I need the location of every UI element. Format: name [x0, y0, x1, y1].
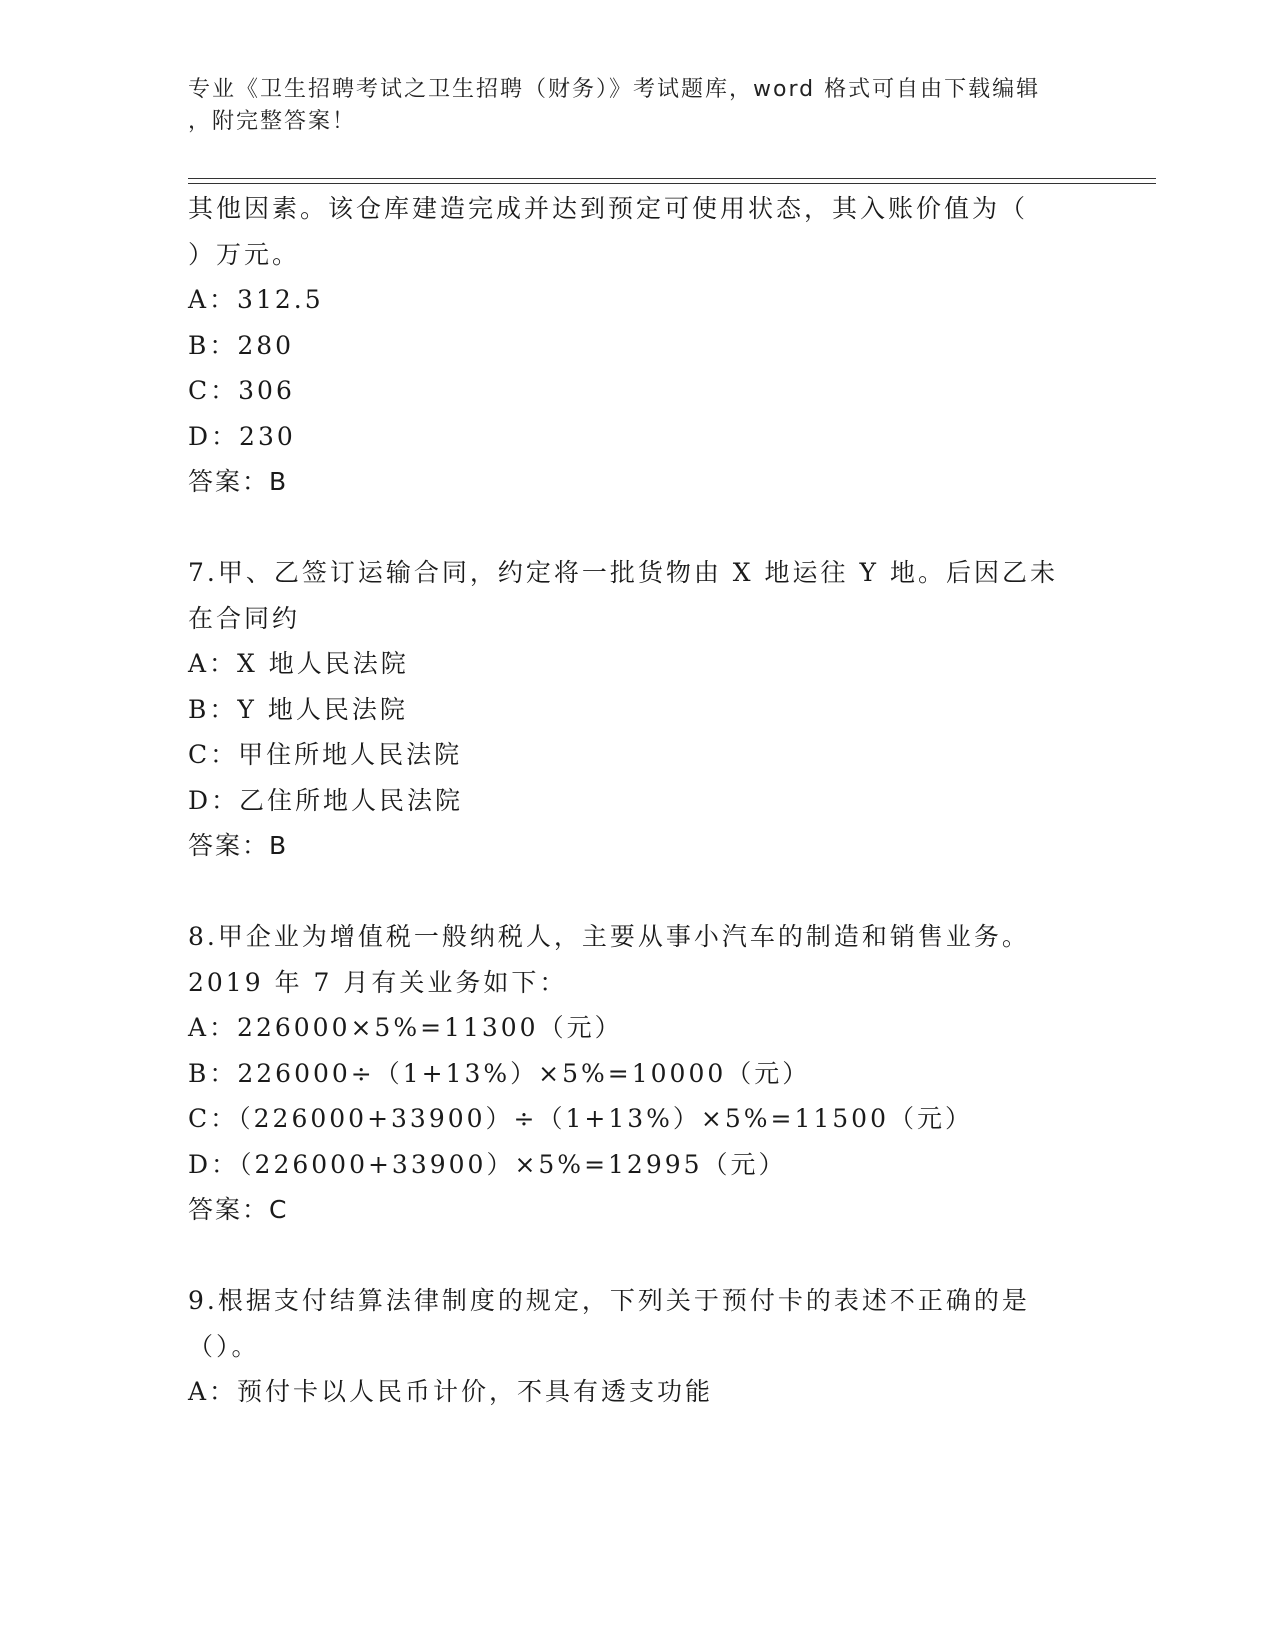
- option-d: D：乙住所地人民法院: [188, 785, 464, 815]
- header-divider-bottom: [188, 183, 1156, 184]
- question-text: 8.甲企业为增值税一般纳税人，主要从事小汽车的制造和销售业务。: [188, 922, 1030, 951]
- spacer: [188, 505, 1088, 551]
- answer-line: 答案：B: [188, 467, 289, 496]
- question-text: 2019 年 7 月有关业务如下：: [188, 967, 568, 997]
- option-a: A：312.5: [188, 285, 324, 314]
- question-text: 7.甲、乙签订运输合同，约定将一批货物由 X 地运往 Y 地。后因乙未: [188, 558, 1058, 587]
- question-text: （）。: [188, 1331, 260, 1361]
- question-text: 9.根据支付结算法律制度的规定，下列关于预付卡的表述不正确的是: [188, 1286, 1030, 1315]
- question-9: [188, 1278, 1088, 1415]
- question-8: [188, 914, 1088, 1233]
- option-b: B：226000÷（1+13%）×5%=10000（元）: [188, 1058, 811, 1088]
- header-title-line2: ，附完整答案！: [188, 109, 357, 134]
- question-content: [188, 186, 1088, 1415]
- option-d: D：230: [188, 421, 296, 451]
- option-c: C：（226000+33900）÷（1+13%）×5%=11500（元）: [188, 1104, 973, 1133]
- question-6: [188, 186, 1088, 505]
- spacer: [188, 869, 1088, 915]
- option-c: C：306: [188, 376, 295, 405]
- question-text: ）万元。: [188, 239, 301, 269]
- question-7: [188, 550, 1088, 869]
- answer-line: 答案：C: [188, 1195, 289, 1224]
- spacer: [188, 1233, 1088, 1279]
- document-header: [188, 74, 1068, 138]
- option-d: D：（226000+33900）×5%=12995（元）: [188, 1149, 787, 1179]
- option-c: C：甲住所地人民法院: [188, 740, 463, 769]
- header-divider-top: [188, 178, 1156, 179]
- option-a: A：预付卡以人民币计价，不具有透支功能: [188, 1377, 714, 1406]
- option-b: B：280: [188, 330, 295, 360]
- question-text: 在合同约: [188, 603, 301, 633]
- option-a: A：226000×5%=11300（元）: [188, 1013, 623, 1042]
- option-b: B：Y 地人民法院: [188, 694, 408, 724]
- question-text: 其他因素。该仓库建造完成并达到预定可使用状态，其入账价值为（: [188, 194, 1029, 223]
- option-a: A：X 地人民法院: [188, 649, 409, 678]
- answer-line: 答案：B: [188, 831, 289, 860]
- header-title-line1: 专业《卫生招聘考试之卫生招聘（财务）》考试题库，word 格式可自由下载编辑: [188, 77, 1041, 102]
